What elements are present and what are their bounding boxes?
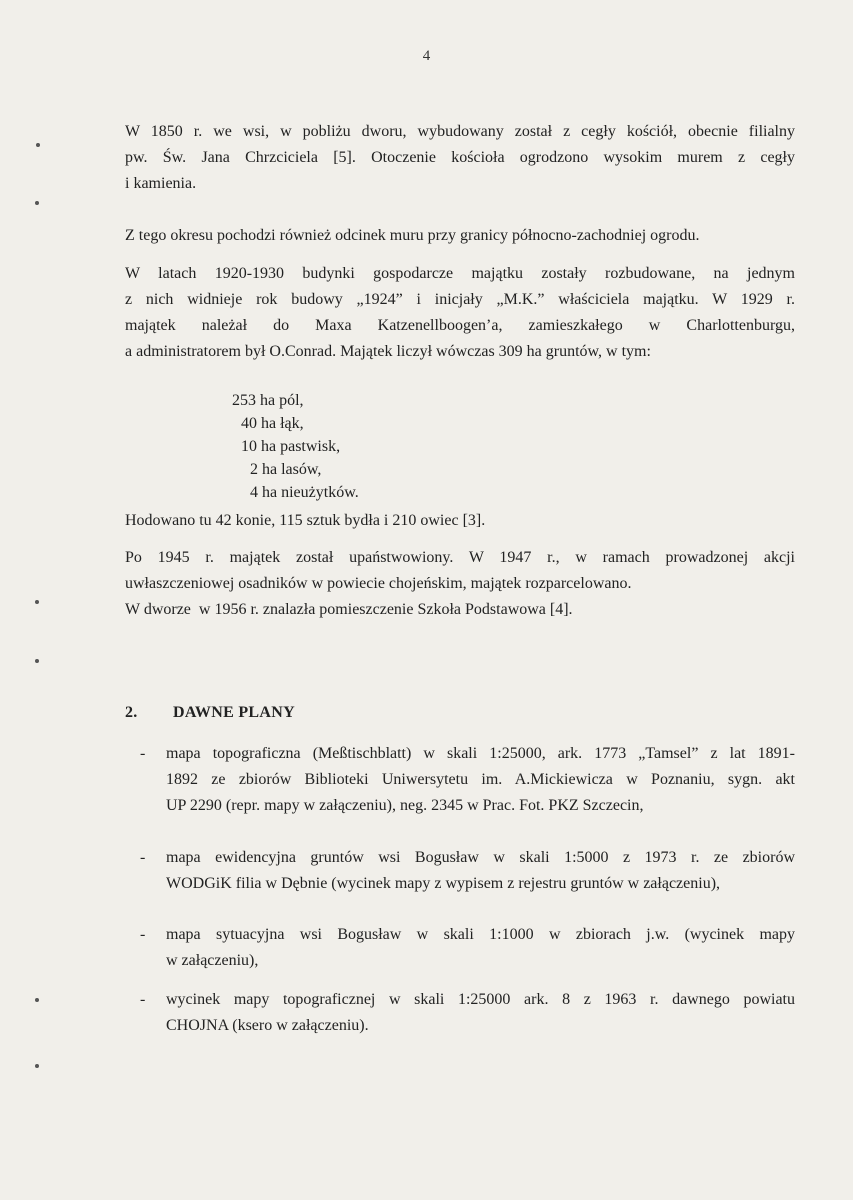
land-list-item: 40 ha łąk, [241, 415, 304, 432]
list-dash: - [140, 849, 146, 866]
margin-mark [35, 1064, 39, 1068]
paragraph-church [125, 119, 795, 197]
text-line: W dworze w 1956 r. znalazła pomieszczenie Szkoła Podstawowa [4]. [125, 601, 573, 618]
list-dash: - [140, 745, 146, 762]
text-line: Hodowano tu 42 konie, 115 sztuk bydła i 210 owiec [3]. [125, 512, 486, 529]
text-line: UP 2290 (repr. mapy w załączeniu), neg. 2345 w Prac. Fot. PKZ Szczecin, [166, 797, 644, 814]
list-item-cadastral-map [140, 845, 795, 897]
text-line: Z tego okresu pochodzi również odcinek muru przy granicy północno-zachodniej ogrodu. [125, 227, 700, 244]
land-list-item: 10 ha pastwisk, [241, 438, 341, 455]
list-dash: - [140, 926, 146, 943]
text-line: pw. Św. Jana Chrzciciela [5]. Otoczenie kościoła ogrodzono wysokim murem z cegły [125, 149, 795, 166]
text-line: i kamienia. [125, 175, 197, 192]
margin-mark [35, 201, 39, 205]
section-number: 2. [125, 704, 138, 721]
list-item-situational-map [140, 922, 795, 974]
section-heading [125, 704, 295, 722]
margin-mark [36, 143, 40, 147]
land-list [232, 389, 432, 504]
margin-mark [35, 600, 39, 604]
text-line: mapa ewidencyjna gruntów wsi Bogusław w skali 1:5000 z 1973 r. ze zbiorów [166, 849, 795, 866]
margin-mark [35, 998, 39, 1002]
text-line: wycinek mapy topograficznej w skali 1:25000 ark. 8 z 1963 r. dawnego powiatu [166, 991, 795, 1008]
land-list-item: 2 ha lasów, [250, 461, 322, 478]
text-line: a administratorem był O.Conrad. Majątek liczył wówczas 309 ha gruntów, w tym: [125, 343, 651, 360]
paragraph-postwar [125, 545, 795, 623]
page-number: 4 [422, 48, 431, 64]
text-line: mapa sytuacyjna wsi Bogusław w skali 1:1000 w zbiorach j.w. (wycinek mapy [166, 926, 795, 943]
text-line: W latach 1920-1930 budynki gospodarcze majątku zostały rozbudowane, na jednym [125, 265, 795, 282]
list-dash: - [140, 991, 146, 1008]
text-line: uwłaszczeniowej osadników w powiecie chojeńskim, majątek rozparcelowano. [125, 575, 632, 592]
text-line: mapa topograficzna (Meßtischblatt) w skali 1:25000, ark. 1773 „Tamsel” z lat 1891- [166, 745, 795, 762]
text-line: w załączeniu), [166, 952, 259, 969]
text-line: WODGiK filia w Dębnie (wycinek mapy z wypisem z rejestru gruntów w załączeniu), [166, 875, 721, 892]
paragraph-estate [125, 261, 795, 365]
land-list-item: 253 ha pól, [232, 392, 304, 409]
text-line: Po 1945 r. majątek został upaństwowiony. W 1947 r., w ramach prowadzonej akcji [125, 549, 795, 566]
paragraph-wall [125, 223, 795, 249]
text-line: z nich widnieje rok budowy „1924” i inicjały „M.K.” właściciela majątku. W 1929 r. [125, 291, 795, 308]
text-line: 1892 ze zbiorów Biblioteki Uniwersytetu im. A.Mickiewicza w Poznaniu, sygn. akt [166, 771, 795, 788]
text-line: W 1850 r. we wsi, w pobliżu dworu, wybudowany został z cegły kościół, obecnie filialny [125, 123, 795, 140]
list-item-county-map [140, 987, 795, 1039]
section-title: DAWNE PLANY [173, 704, 295, 721]
list-item-topographic-map [140, 741, 795, 819]
paragraph-livestock [125, 508, 795, 534]
text-line: CHOJNA (ksero w załączeniu). [166, 1017, 369, 1034]
land-list-item: 4 ha nieużytków. [250, 484, 359, 501]
text-line: majątek należał do Maxa Katzenellboogen’a, zamieszkałego w Charlottenburgu, [125, 317, 795, 334]
margin-mark [35, 659, 39, 663]
